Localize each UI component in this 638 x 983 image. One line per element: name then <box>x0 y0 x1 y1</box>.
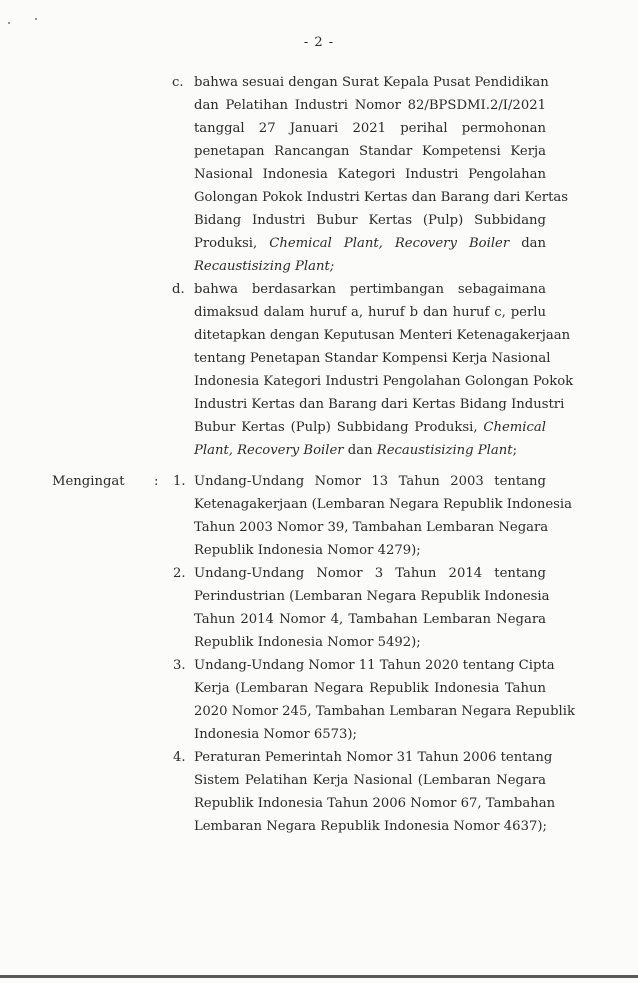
item-c-line-4: penetapan Rancangan Standar Kompetensi Kerja <box>194 144 546 159</box>
item-d-line-1: bahwa berdasarkan pertimbangan sebagaimana <box>194 282 546 297</box>
page-number: - 2 - <box>303 35 335 50</box>
law-2-line-2: Perindustrian (Lembaran Negara Republik Indonesia <box>194 589 550 604</box>
item-d-line-4: tentang Penetapan Standar Kompensi Kerja Nasional <box>194 351 551 366</box>
text-run: Produksi, <box>194 236 258 251</box>
law-3-line-1: Undang-Undang Nomor 11 Tahun 2020 tentang Cipta <box>194 658 555 673</box>
text-run: dan <box>521 236 546 251</box>
text-run: dan <box>343 443 377 458</box>
law-2-line-1: Undang-Undang Nomor 3 Tahun 2014 tentang <box>194 566 546 581</box>
item-d-line-2: dimaksud dalam huruf a, huruf b dan huruf c, perlu <box>194 305 546 320</box>
item-d-marker: d. <box>172 282 185 297</box>
recalling-colon: : <box>154 474 159 489</box>
italic-term: Recaustisizing Plant <box>376 443 513 458</box>
item-c-line-1: bahwa sesuai dengan Surat Kepala Pusat Pendidikan <box>194 75 549 90</box>
item-c-line-2: dan Pelatihan Industri Nomor 82/BPSDMI.2/I/2021 <box>194 98 546 113</box>
italic-term: Plant, Recovery Boiler <box>194 443 344 458</box>
law-2-line-3: Tahun 2014 Nomor 4, Tambahan Lembaran Negara <box>194 612 546 627</box>
item-d-line-8 <box>194 441 517 461</box>
italic-term: Chemical <box>483 420 546 435</box>
scan-speck <box>35 18 37 20</box>
law-2-marker: 2. <box>173 566 186 581</box>
law-1-line-1: Undang-Undang Nomor 13 Tahun 2003 tentang <box>194 474 546 489</box>
item-c-line-7: Bidang Industri Bubur Kertas (Pulp) Subbidang <box>194 213 546 228</box>
law-1-line-3: Tahun 2003 Nomor 39, Tambahan Lembaran Negara <box>194 520 549 535</box>
item-d-line-3: ditetapkan dengan Keputusan Menteri Ketenagakerjaan <box>194 328 571 343</box>
item-c-line-8 <box>194 234 546 254</box>
law-3-line-2: Kerja (Lembaran Negara Republik Indonesia Tahun <box>194 681 546 696</box>
law-3-marker: 3. <box>173 658 186 673</box>
item-c-marker: c. <box>172 75 184 90</box>
law-1-marker: 1. <box>173 474 186 489</box>
law-4-marker: 4. <box>173 750 186 765</box>
item-c-line-5: Nasional Indonesia Kategori Industri Pengolahan <box>194 167 546 182</box>
page-bottom-edge <box>0 975 638 978</box>
law-3-line-4: Indonesia Nomor 6573); <box>194 727 357 742</box>
law-4-line-3: Republik Indonesia Tahun 2006 Nomor 67, Tambahan <box>194 796 556 811</box>
law-4-line-1: Peraturan Pemerintah Nomor 31 Tahun 2006 tentang <box>194 750 553 765</box>
law-4-line-4: Lembaran Negara Republik Indonesia Nomor 4637); <box>194 819 547 834</box>
law-2-line-4: Republik Indonesia Nomor 5492); <box>194 635 421 650</box>
scan-speck <box>8 22 10 24</box>
italic-term: Chemical <box>269 236 332 251</box>
item-d-line-6: Industri Kertas dan Barang dari Kertas Bidang Industri <box>194 397 565 412</box>
italic-term: Plant, <box>343 236 383 251</box>
item-d-line-7 <box>194 418 546 438</box>
item-c-line-6: Golongan Pokok Industri Kertas dan Barang dari Kertas <box>194 190 569 205</box>
italic-term: Boiler <box>468 236 510 251</box>
law-4-line-2: Sistem Pelatihan Kerja Nasional (Lembaran Negara <box>194 773 546 788</box>
recalling-label: Mengingat <box>52 474 125 489</box>
law-3-line-3: 2020 Nomor 245, Tambahan Lembaran Negara Republik <box>194 704 575 719</box>
item-c-line-3: tanggal 27 Januari 2021 perihal permohonan <box>194 121 546 136</box>
item-d-line-5: Indonesia Kategori Industri Pengolahan Golongan Pokok <box>194 374 574 389</box>
law-1-line-4: Republik Indonesia Nomor 4279); <box>194 543 421 558</box>
law-1-line-2: Ketenagakerjaan (Lembaran Negara Republik Indonesia <box>194 497 572 512</box>
text-run: Bubur Kertas (Pulp) Subbidang Produksi, <box>194 420 478 435</box>
text-run: ; <box>512 443 518 458</box>
italic-term: Recovery <box>394 236 457 251</box>
item-c-line-9: Recaustisizing Plant; <box>194 259 335 274</box>
